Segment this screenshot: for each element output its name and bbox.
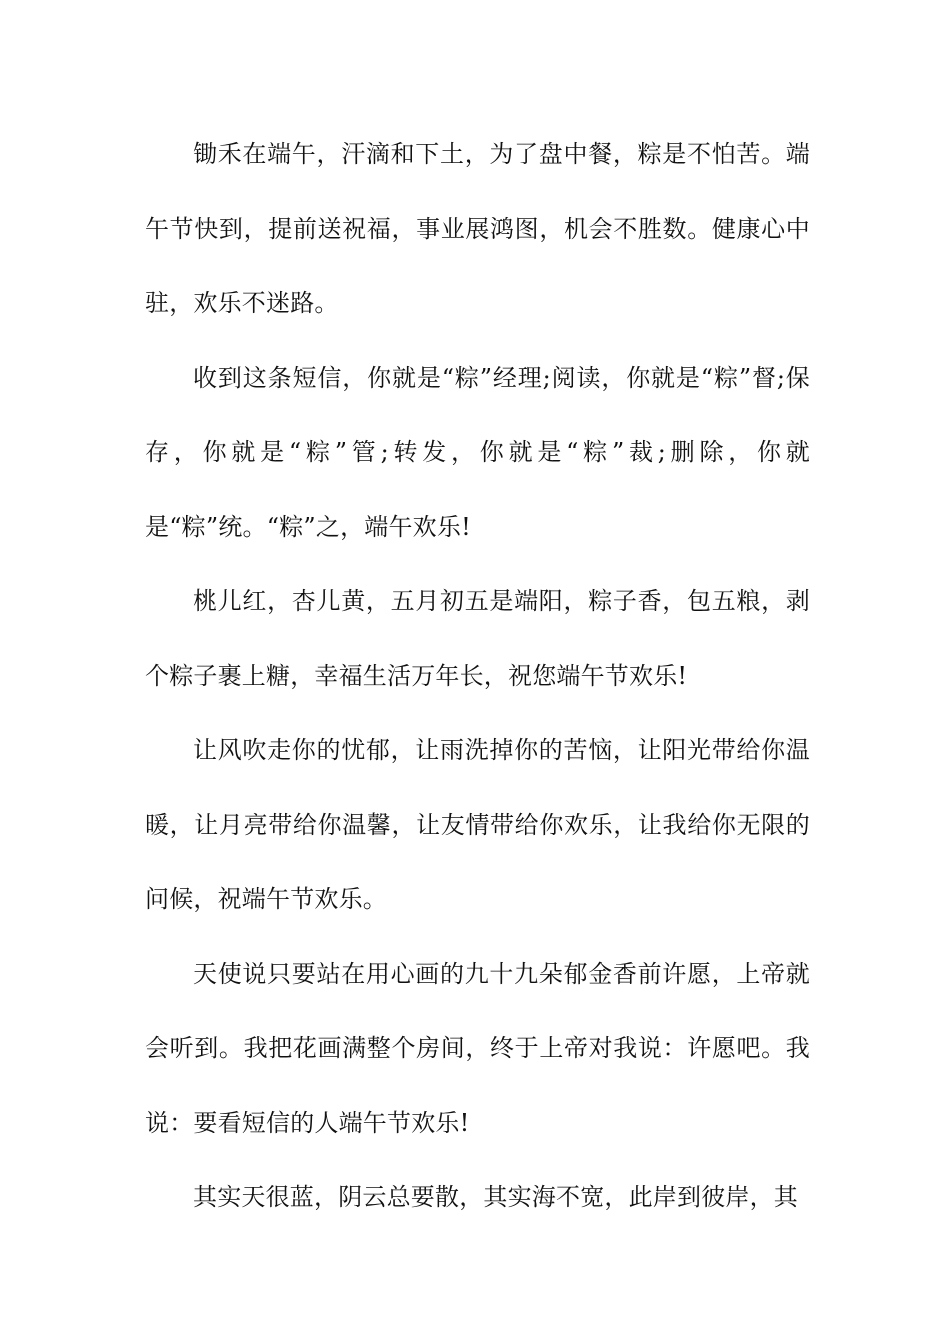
document-body (145, 117, 810, 1235)
paragraph-1: 锄禾在端午，汗滴和下土，为了盘中餐，粽是不怕苦。端午节快到，提前送祝福，事业展鸿图，机会不胜数。健康心中驻，欢乐不迷路。 (145, 140, 810, 317)
paragraph-5: 天使说只要站在用心画的九十九朵郁金香前许愿，上帝就会听到。我把花画满整个房间，终于上帝对我说：许愿吧。我说：要看短信的人端午节欢乐! (145, 959, 810, 1137)
paragraph-2: 收到这条短信，你就是“粽”经理;阅读，你就是“粽”督;保存，你就是“粽”管;转发，你就是“粽”裁;删除，你就是“粽”统。“粽”之，端午欢乐! (145, 363, 810, 541)
paragraph-6: 其实天很蓝，阴云总要散，其实海不宽，此岸到彼岸，其 (193, 1183, 798, 1211)
paragraph-3: 桃儿红，杏儿黄，五月初五是端阳，粽子香，包五粮，剥个粽子裹上糖，幸福生活万年长，祝您端午节欢乐! (145, 587, 810, 690)
paragraph-4: 让风吹走你的忧郁，让雨洗掉你的苦恼，让阳光带给你温暖，让月亮带给你温馨，让友情带给你欢乐，让我给你无限的问候，祝端午节欢乐。 (145, 736, 810, 913)
